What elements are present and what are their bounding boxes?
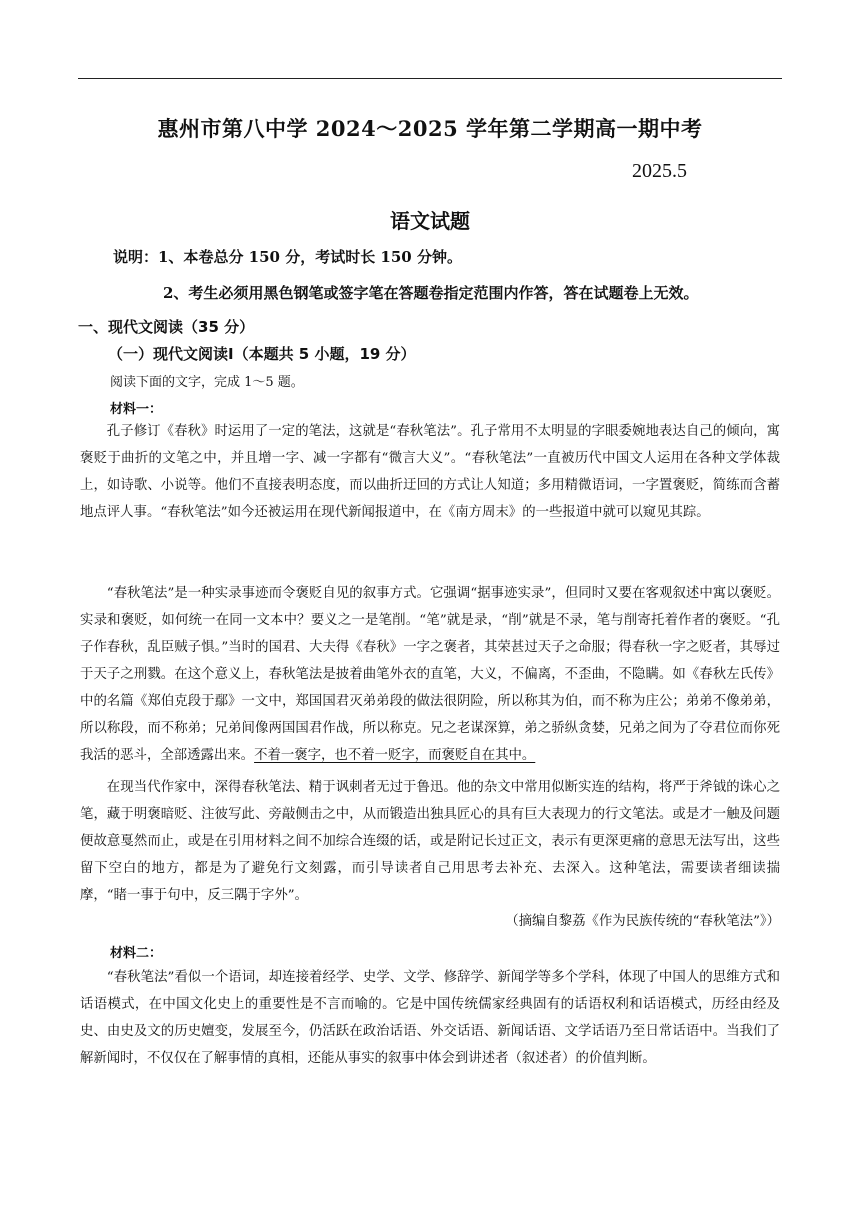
note-1: 说明：1、本卷总分 150 分，考试时长 150 分钟。 — [113, 248, 462, 266]
material-2-label: 材料二： — [110, 946, 163, 961]
paragraph-2-text: “春秋笔法”是一种实录事迹而令褒贬自见的叙事方式。它强调“据事迹实录”，但同时又要在客观叙述中寓以褒贬。实录和褒贬，如何统一在同一文本中？要义之一是笔削。“笔”就是录，“削”就是不录，笔与削寄托着作者的褒贬。“孔子作春秋，乱臣贼子惧。”当时的国君、大夫得《春秋》一字之褒者，其荣甚过天子之命服；得春秋一字之贬者，其辱过于天子之刑戮。在这个意义上，春秋笔法是披着曲笔外衣的直笔，大义，不偏离，不歪曲，不隐瞒。如《春秋左氏传》中的名篇《郑伯克段于鄢》一文中，郑国国君灭弟弟段的做法很阴险，所以称其为伯，而不称为庄公；弟弟不像弟弟，所以称段，而不称弟；兄弟间像两国国君作战，所以称克。兄之老谋深算，弟之骄纵贪婪，兄弟之间为了夺君位而你死我活的恶斗，全部透露出来。 — [80, 586, 780, 763]
reading-instruction: 阅读下面的文字，完成 1～5 题。 — [110, 375, 304, 390]
top-divider — [78, 78, 782, 79]
material-1-label: 材料一： — [110, 402, 163, 417]
subsection-heading: （一）现代文阅读Ⅰ（本题共 5 小题，19 分） — [108, 345, 416, 363]
exam-title: 惠州市第八中学 2024～2025 学年第二学期高一期中考 — [157, 116, 703, 141]
note-2: 2、考生必须用黑色钢笔或签字笔在答题卷指定范围内作答，答在试题卷上无效。 — [163, 284, 699, 302]
underlined-sentence: 不着一褒字，也不着一贬字，而褒贬自在其中。 — [254, 748, 536, 763]
material-1-source: （摘编自黎荔《作为民族传统的“春秋笔法”》） — [505, 914, 780, 929]
exam-subject: 语文试题 — [390, 209, 470, 233]
material-2-paragraph-1: “春秋笔法”看似一个语词，却连接着经学、史学、文学、修辞学、新闻学等多个学科，体现了中国人的思维方式和话语模式，在中国文化史上的重要性是不言而喻的。它是中国传统儒家经典固有的话语权利和话语模式，历经由经及史、由史及文的历史嬗变，发展至今，仍活跃在政治话语、外交话语、新闻话语、文学话语乃至日常话语中。当我们了解新闻时，不仅仅在了解事情的真相，还能从事实的叙事中体会到讲述者（叙述者）的价值判断。 — [80, 970, 780, 1066]
exam-date: 2025.5 — [632, 160, 687, 182]
section-heading: 一、现代文阅读（35 分） — [78, 318, 255, 336]
material-1-paragraph-2 — [80, 580, 780, 769]
material-1-paragraph-1: 孔子修订《春秋》时运用了一定的笔法，这就是“春秋笔法”。孔子常用不太明显的字眼委婉地表达自己的倾向，寓褒贬于曲折的文笔之中，并且增一字、减一字都有“微言大义”。“春秋笔法”一直被历代中国文人运用在各种文学体裁上，如诗歌、小说等。他们不直接表明态度，而以曲折迂回的方式让人知道；多用精微语词，一字置褒贬，简练而含蓄地点评人事。“春秋笔法”如今还被运用在现代新闻报道中，在《南方周末》的一些报道中就可以窥见其踪。 — [80, 424, 780, 520]
material-1-paragraph-3: 在现当代作家中，深得春秋笔法、精于讽刺者无过于鲁迅。他的杂文中常用似断实连的结构，将严于斧钺的诛心之笔，藏于明褒暗贬、注彼写此、旁敲侧击之中，从而锻造出独具匠心的具有巨大表现力的行文笔法。或是才一触及问题便故意戛然而止，或是在引用材料之间不加综合连缀的话，或是附记长过正文，表示有更深更痛的意思无法写出，这些留下空白的地方，都是为了避免行文刻露，而引导读者自己用思考去补充、去深入。这种笔法，需要读者细读揣摩，“睹一事于句中，反三隅于字外”。 — [80, 780, 780, 903]
